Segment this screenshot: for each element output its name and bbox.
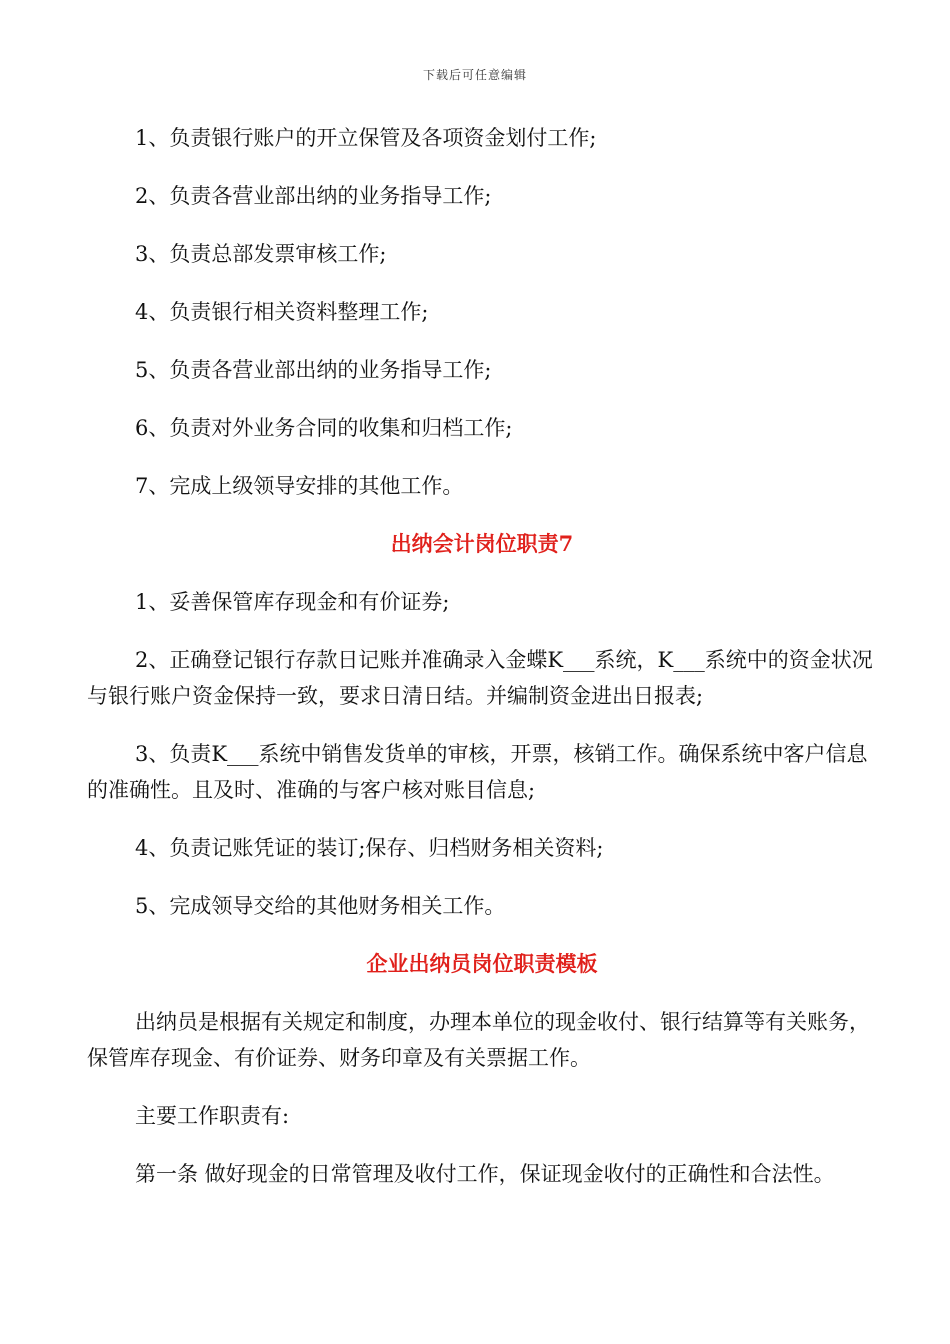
list-item: 5、负责各营业部出纳的业务指导工作; xyxy=(135,358,492,382)
main-duties-label: 主要工作职责有: xyxy=(135,1104,290,1128)
list-item: 1、负责银行账户的开立保管及各项资金划付工作; xyxy=(135,126,597,150)
list-item: 5、完成领导交给的其他财务相关工作。 xyxy=(135,894,506,918)
section-heading: 出纳会计岗位职责7 xyxy=(390,531,574,556)
list-item: 4、负责银行相关资料整理工作; xyxy=(135,300,429,324)
list-item: 3、负责总部发票审核工作; xyxy=(135,242,387,266)
document-body xyxy=(87,120,877,1214)
list-item: 7、完成上级领导安排的其他工作。 xyxy=(135,474,464,498)
list-item: 3、负责K___系统中销售发货单的审核，开票，核销工作。确保系统中客户信息的准确性。且及时、准确的与客户核对账目信息; xyxy=(87,742,868,802)
list-item: 1、妥善保管库存现金和有价证券; xyxy=(135,590,450,614)
intro-paragraph: 出纳员是根据有关规定和制度，办理本单位的现金收付、银行结算等有关账务，保管库存现金、有价证券、财务印章及有关票据工作。 xyxy=(87,1010,870,1070)
list-item: 2、负责各营业部出纳的业务指导工作; xyxy=(135,184,492,208)
list-item: 6、负责对外业务合同的收集和归档工作; xyxy=(135,416,513,440)
list-item: 2、正确登记银行存款日记账并准确录入金蝶K___系统，K___系统中的资金状况与银行账户资金保持一致，要求日清日结。并编制资金进出日报表; xyxy=(87,648,873,708)
list-item: 4、负责记账凭证的装订;保存、归档财务相关资料; xyxy=(135,836,604,860)
article-paragraph: 第一条 做好现金的日常管理及收付工作，保证现金收付的正确性和合法性。 xyxy=(135,1162,835,1186)
header-note: 下载后可任意编辑 xyxy=(422,68,527,82)
section-heading: 企业出纳员岗位职责模板 xyxy=(366,951,598,976)
